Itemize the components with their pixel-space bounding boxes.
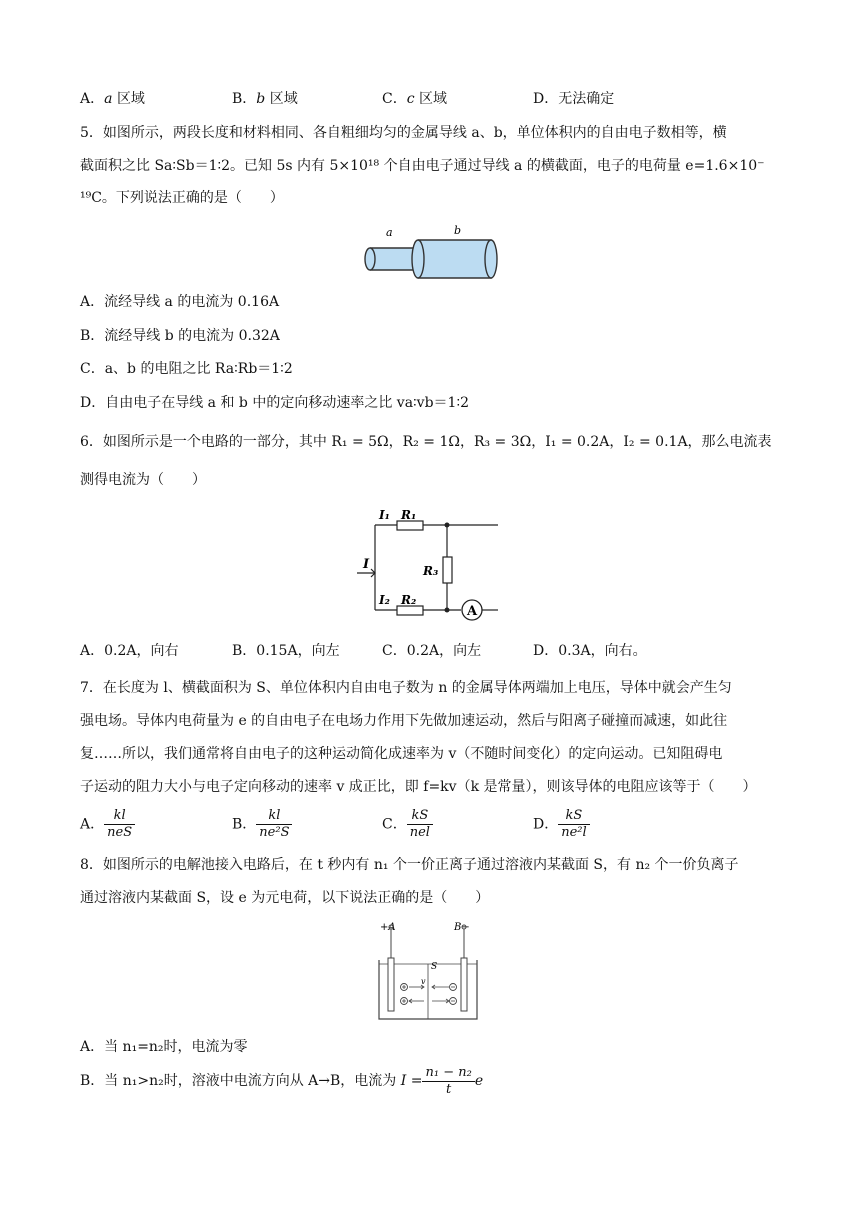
q6-option-d: D．0.3A，向右。 (533, 643, 647, 659)
q8-option-b: B．当 n₁>n₂时，溶液中电流方向从 A→B，电流为 I = $\frac{\text{n₁ − n₂}}{t}$ e (80, 1064, 484, 1097)
q7-option-c: C． $\frac{kS}{\text{nel}}$ (382, 808, 433, 841)
q4-option-c: C．c 区域 (382, 91, 448, 107)
q6-circuit-figure (355, 503, 503, 623)
q8-fig-label-A: +A (380, 922, 396, 933)
q8-option-a: A．当 n₁=n₂时，电流为零 (80, 1039, 248, 1055)
q5-option-b: B．流经导线 b 的电流为 0.32A (80, 328, 280, 344)
q5-stem-line2: 截面积之比 Sa∶Sb＝1∶2。已知 5s 内有 5×10¹⁸ 个自由电子通过导线 a 的横截面，电子的电荷量 e=1.6×10⁻ (80, 158, 765, 174)
q7-stem-line3: 复……所以，我们通常将自由电子的这种运动简化成速率为 v（不随时间变化）的定向运动。已知阻碍电 (80, 746, 723, 762)
q5-stem-line1: 5．如图所示，两段长度和材料相同、各自粗细均匀的金属导线 a、b，单位体积内的自由电子数相等，横 (80, 125, 727, 141)
q8-fig-label-S: S (431, 962, 438, 972)
q4-option-d: D．无法确定 (533, 91, 615, 107)
q4-option-b: B．b 区域 (232, 91, 298, 107)
q8-electrolysis-figure (372, 918, 484, 1024)
q7-stem-line2: 强电场。导体内电荷量为 e 的自由电子在电场力作用下先做加速运动，然后与阳离子碰撞而减速，如此往 (80, 713, 728, 729)
q4-option-a: A．a 区域 (80, 91, 145, 107)
q6-fig-label-I1: I₁ (379, 508, 390, 522)
q6-option-a: A．0.2A，向右 (80, 643, 179, 659)
q5-fig-label-b: b (454, 224, 462, 237)
q5-option-d: D．自由电子在导线 a 和 b 中的定向移动速率之比 va∶vb＝1∶2 (80, 395, 470, 411)
q7-stem-line4: 子运动的阻力大小与电子定向移动的速率 v 成正比，即 f=kv（k 是常量），则该导体的电阻应该等于（ ） (80, 779, 757, 795)
q8-fig-label-B: B− (454, 922, 470, 933)
q6-fig-ammeter-label: A (467, 604, 478, 619)
q6-fig-label-R1: R₁ (401, 508, 417, 522)
q7-option-b: B． $\frac{kl}{\text{ne²S}}$ (232, 808, 292, 841)
q6-option-b: B．0.15A，向左 (232, 643, 340, 659)
q5-wire-figure (358, 222, 503, 284)
q7-option-d: D． $\frac{kS}{\text{ne²l}}$ (533, 808, 590, 841)
q8-fig-label-v: v (421, 977, 426, 986)
q6-option-c: C．0.2A，向左 (382, 643, 482, 659)
q7-option-a: A． $\frac{kl}{\text{neS}}$ (80, 808, 135, 841)
q8-stem-line2: 通过溶液内某截面 S，设 e 为元电荷，以下说法正确的是（ ） (80, 890, 490, 906)
q5-stem-line3: ¹⁹C。下列说法正确的是（ ） (80, 190, 284, 206)
q7-stem-line1: 7．在长度为 l、横截面积为 S、单位体积内自由电子数为 n 的金属导体两端加上电压，导体中就会产生匀 (80, 680, 732, 696)
q6-fig-label-R3: R₃ (423, 564, 439, 578)
q5-option-a: A．流经导线 a 的电流为 0.16A (80, 294, 280, 310)
q6-fig-label-I2: I₂ (379, 593, 390, 607)
q6-stem-line2: 测得电流为（ ） (80, 472, 206, 488)
q8-stem-line1: 8．如图所示的电解池接入电路后，在 t 秒内有 n₁ 个一价正离子通过溶液内某截面 S，有 n₂ 个一价负离子 (80, 857, 739, 873)
q5-fig-label-a: a (386, 226, 393, 239)
q5-option-c: C．a、b 的电阻之比 Ra∶Rb＝1∶2 (80, 361, 293, 377)
q6-fig-label-I: I (363, 557, 370, 572)
q6-stem-line1: 6．如图所示是一个电路的一部分，其中 R₁ = 5Ω，R₂ = 1Ω，R₃ = 3Ω，I₁ = 0.2A，I₂ = 0.1A，那么电流表 (80, 434, 772, 450)
q6-fig-label-R2: R₂ (401, 593, 417, 607)
